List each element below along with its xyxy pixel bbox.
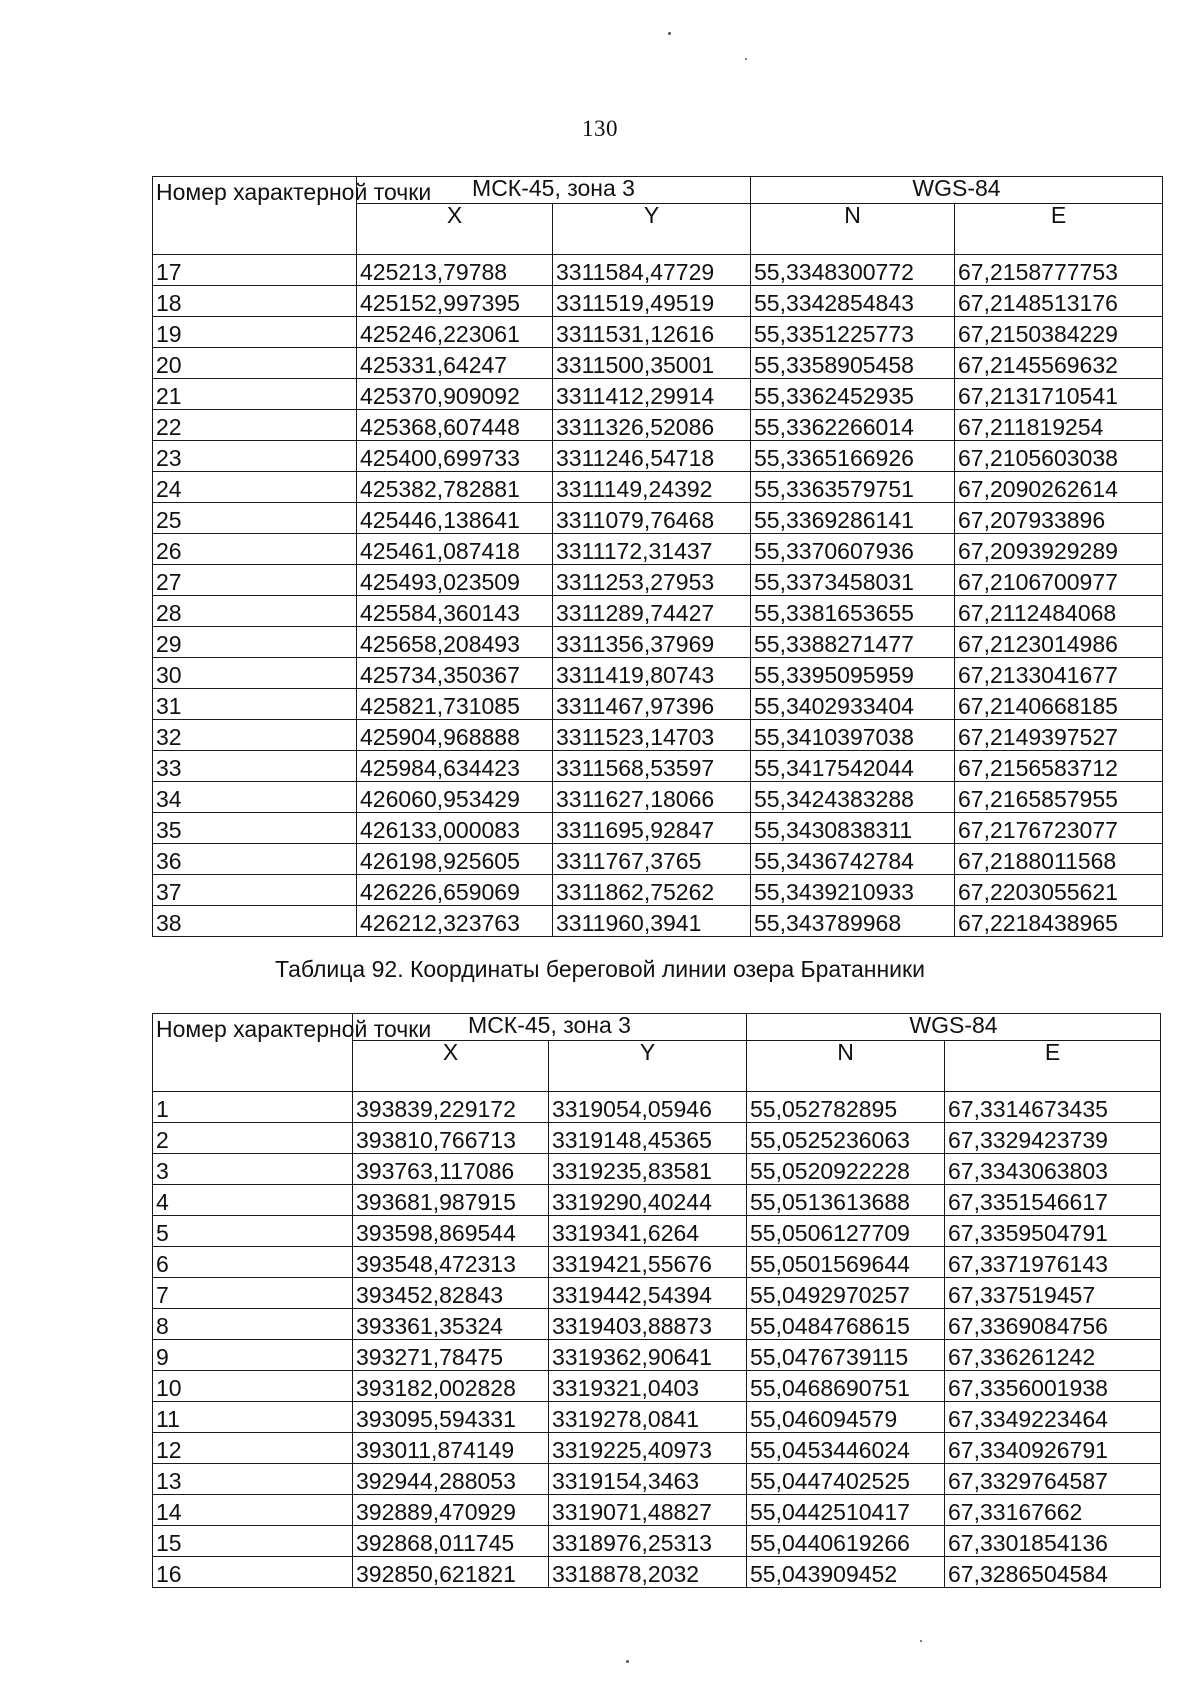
table-row	[153, 1557, 1161, 1588]
msk-x-cell: 425331,64247	[357, 348, 553, 379]
wgs-n-cell: 55,0501569644	[747, 1247, 945, 1278]
x-column-header: X	[353, 1041, 549, 1092]
msk-x-cell: 393763,117086	[353, 1154, 549, 1185]
table-row	[153, 1402, 1161, 1433]
point-number-cell: 17	[153, 255, 357, 286]
wgs-n-cell: 55,3365166926	[751, 441, 955, 472]
point-number-cell: 14	[153, 1495, 353, 1526]
wgs-e-cell: 67,2203055621	[955, 875, 1163, 906]
msk-x-cell: 392944,288053	[353, 1464, 549, 1495]
point-number-cell: 7	[153, 1278, 353, 1309]
msk-x-cell: 393839,229172	[353, 1092, 549, 1123]
table-row	[153, 348, 1163, 379]
table-row	[153, 813, 1163, 844]
msk-x-cell: 393182,002828	[353, 1371, 549, 1402]
table-row	[153, 534, 1163, 565]
msk-y-cell: 3319054,05946	[549, 1092, 747, 1123]
wgs-n-cell: 55,3342854843	[751, 286, 955, 317]
wgs-e-cell: 67,33167662	[945, 1495, 1161, 1526]
point-number-cell: 29	[153, 627, 357, 658]
wgs-n-cell: 55,0453446024	[747, 1433, 945, 1464]
table-row	[153, 1216, 1161, 1247]
point-number-cell: 16	[153, 1557, 353, 1588]
msk-x-cell: 392868,011745	[353, 1526, 549, 1557]
msk-x-cell: 425370,909092	[357, 379, 553, 410]
x-column-header: X	[357, 204, 553, 255]
wgs-e-cell: 67,3351546617	[945, 1185, 1161, 1216]
msk-header: МСК-45, зона 3	[353, 1014, 747, 1041]
msk-x-cell: 426198,925605	[357, 844, 553, 875]
wgs-n-cell: 55,3369286141	[751, 503, 955, 534]
msk-x-cell: 425493,023509	[357, 565, 553, 596]
wgs-n-cell: 55,3348300772	[751, 255, 955, 286]
wgs-n-cell: 55,0440619266	[747, 1526, 945, 1557]
table-row	[153, 596, 1163, 627]
msk-y-cell: 3319278,0841	[549, 1402, 747, 1433]
wgs-header: WGS-84	[747, 1014, 1161, 1041]
table-row	[153, 1371, 1161, 1402]
table-row	[153, 1464, 1161, 1495]
wgs-n-cell: 55,3362452935	[751, 379, 955, 410]
point-number-header: Номер характерной точки	[153, 1014, 353, 1092]
msk-x-cell: 425368,607448	[357, 410, 553, 441]
table-row	[153, 410, 1163, 441]
msk-y-cell: 3319321,0403	[549, 1371, 747, 1402]
wgs-e-cell: 67,3356001938	[945, 1371, 1161, 1402]
point-number-cell: 6	[153, 1247, 353, 1278]
wgs-e-cell: 67,2156583712	[955, 751, 1163, 782]
wgs-e-cell: 67,3359504791	[945, 1216, 1161, 1247]
msk-x-cell: 393810,766713	[353, 1123, 549, 1154]
table-row	[153, 720, 1163, 751]
msk-x-cell: 425658,208493	[357, 627, 553, 658]
table-row	[153, 627, 1163, 658]
table-row	[153, 1092, 1161, 1123]
point-number-cell: 37	[153, 875, 357, 906]
table-header	[153, 1014, 1161, 1092]
table-row	[153, 1526, 1161, 1557]
scan-speck	[920, 1640, 922, 1642]
msk-x-cell: 392850,621821	[353, 1557, 549, 1588]
table-header	[153, 177, 1163, 255]
table-row	[153, 906, 1163, 937]
msk-y-cell: 3318878,2032	[549, 1557, 747, 1588]
point-number-cell: 21	[153, 379, 357, 410]
wgs-e-cell: 67,2105603038	[955, 441, 1163, 472]
point-number-header: Номер характерной точки	[153, 177, 357, 255]
wgs-n-cell: 55,3370607936	[751, 534, 955, 565]
wgs-n-cell: 55,0513613688	[747, 1185, 945, 1216]
table-row	[153, 844, 1163, 875]
table-row	[153, 875, 1163, 906]
wgs-e-cell: 67,3329423739	[945, 1123, 1161, 1154]
point-number-cell: 31	[153, 689, 357, 720]
wgs-e-cell: 67,3329764587	[945, 1464, 1161, 1495]
wgs-n-cell: 55,3388271477	[751, 627, 955, 658]
msk-y-cell: 3311531,12616	[553, 317, 751, 348]
msk-x-cell: 393011,874149	[353, 1433, 549, 1464]
msk-y-cell: 3311862,75262	[553, 875, 751, 906]
scan-speck	[745, 58, 747, 60]
table-body	[153, 255, 1163, 937]
page-number: 130	[582, 116, 618, 141]
point-number-cell: 15	[153, 1526, 353, 1557]
msk-y-cell: 3319421,55676	[549, 1247, 747, 1278]
point-number-cell: 22	[153, 410, 357, 441]
msk-x-cell: 425246,223061	[357, 317, 553, 348]
point-number-cell: 20	[153, 348, 357, 379]
msk-y-cell: 3311246,54718	[553, 441, 751, 472]
wgs-n-cell: 55,3358905458	[751, 348, 955, 379]
msk-y-cell: 3311568,53597	[553, 751, 751, 782]
table-row	[153, 1185, 1161, 1216]
wgs-n-cell: 55,3362266014	[751, 410, 955, 441]
wgs-e-cell: 67,2106700977	[955, 565, 1163, 596]
wgs-e-cell: 67,2140668185	[955, 689, 1163, 720]
table-row	[153, 441, 1163, 472]
msk-x-cell: 425446,138641	[357, 503, 553, 534]
point-number-cell: 23	[153, 441, 357, 472]
msk-x-cell: 425461,087418	[357, 534, 553, 565]
msk-y-cell: 3311419,80743	[553, 658, 751, 689]
wgs-e-cell: 67,2145569632	[955, 348, 1163, 379]
point-number-cell: 30	[153, 658, 357, 689]
wgs-n-cell: 55,043909452	[747, 1557, 945, 1588]
msk-y-cell: 3311289,74427	[553, 596, 751, 627]
table-row	[153, 1154, 1161, 1185]
point-number-cell: 26	[153, 534, 357, 565]
msk-y-cell: 3319362,90641	[549, 1340, 747, 1371]
wgs-n-cell: 55,3395095959	[751, 658, 955, 689]
point-number-cell: 27	[153, 565, 357, 596]
wgs-header: WGS-84	[751, 177, 1163, 204]
wgs-n-cell: 55,0492970257	[747, 1278, 945, 1309]
table-row	[153, 751, 1163, 782]
point-number-cell: 13	[153, 1464, 353, 1495]
point-number-cell: 18	[153, 286, 357, 317]
point-number-cell: 25	[153, 503, 357, 534]
table-row	[153, 472, 1163, 503]
wgs-n-cell: 55,046094579	[747, 1402, 945, 1433]
wgs-e-cell: 67,3314673435	[945, 1092, 1161, 1123]
wgs-n-cell: 55,0476739115	[747, 1340, 945, 1371]
wgs-e-cell: 67,336261242	[945, 1340, 1161, 1371]
table-body	[153, 1092, 1161, 1588]
wgs-e-cell: 67,3340926791	[945, 1433, 1161, 1464]
wgs-n-cell: 55,3402933404	[751, 689, 955, 720]
msk-x-cell: 393361,35324	[353, 1309, 549, 1340]
table-row	[153, 1340, 1161, 1371]
table-row	[153, 565, 1163, 596]
wgs-e-cell: 67,3349223464	[945, 1402, 1161, 1433]
msk-y-cell: 3319235,83581	[549, 1154, 747, 1185]
msk-y-cell: 3311079,76468	[553, 503, 751, 534]
wgs-n-cell: 55,3430838311	[751, 813, 955, 844]
wgs-e-cell: 67,2158777753	[955, 255, 1163, 286]
table-row	[153, 503, 1163, 534]
msk-y-cell: 3311326,52086	[553, 410, 751, 441]
msk-y-cell: 3311767,3765	[553, 844, 751, 875]
msk-x-cell: 426212,323763	[357, 906, 553, 937]
n-column-header: N	[751, 204, 955, 255]
table-row	[153, 658, 1163, 689]
msk-y-cell: 3311523,14703	[553, 720, 751, 751]
msk-y-cell: 3319442,54394	[549, 1278, 747, 1309]
wgs-n-cell: 55,343789968	[751, 906, 955, 937]
wgs-n-cell: 55,0520922228	[747, 1154, 945, 1185]
msk-x-cell: 393095,594331	[353, 1402, 549, 1433]
msk-y-cell: 3318976,25313	[549, 1526, 747, 1557]
msk-y-cell: 3311960,3941	[553, 906, 751, 937]
point-number-cell: 38	[153, 906, 357, 937]
table-caption: Таблица 92. Координаты береговой линии озера Братанники	[275, 956, 925, 982]
msk-x-cell: 393598,869544	[353, 1216, 549, 1247]
wgs-e-cell: 67,3369084756	[945, 1309, 1161, 1340]
msk-x-cell: 425213,79788	[357, 255, 553, 286]
wgs-n-cell: 55,0447402525	[747, 1464, 945, 1495]
point-number-cell: 5	[153, 1216, 353, 1247]
wgs-e-cell: 67,2148513176	[955, 286, 1163, 317]
wgs-n-cell: 55,3373458031	[751, 565, 955, 596]
table-row	[153, 1495, 1161, 1526]
wgs-e-cell: 67,3301854136	[945, 1526, 1161, 1557]
wgs-e-cell: 67,2131710541	[955, 379, 1163, 410]
msk-y-cell: 3311627,18066	[553, 782, 751, 813]
point-number-cell: 9	[153, 1340, 353, 1371]
msk-y-cell: 3311584,47729	[553, 255, 751, 286]
wgs-n-cell: 55,052782895	[747, 1092, 945, 1123]
wgs-e-cell: 67,2133041677	[955, 658, 1163, 689]
wgs-e-cell: 67,2123014986	[955, 627, 1163, 658]
msk-y-cell: 3311149,24392	[553, 472, 751, 503]
n-column-header: N	[747, 1041, 945, 1092]
wgs-e-cell: 67,2090262614	[955, 472, 1163, 503]
wgs-e-cell: 67,2176723077	[955, 813, 1163, 844]
msk-y-cell: 3311356,37969	[553, 627, 751, 658]
point-number-cell: 33	[153, 751, 357, 782]
wgs-n-cell: 55,3424383288	[751, 782, 955, 813]
y-column-header: Y	[549, 1041, 747, 1092]
table-row	[153, 1123, 1161, 1154]
wgs-e-cell: 67,207933896	[955, 503, 1163, 534]
msk-x-cell: 393452,82843	[353, 1278, 549, 1309]
msk-x-cell: 425734,350367	[357, 658, 553, 689]
wgs-n-cell: 55,3436742784	[751, 844, 955, 875]
wgs-n-cell: 55,0442510417	[747, 1495, 945, 1526]
wgs-e-cell: 67,2188011568	[955, 844, 1163, 875]
table-row	[153, 286, 1163, 317]
msk-x-cell: 426133,000083	[357, 813, 553, 844]
wgs-n-cell: 55,3417542044	[751, 751, 955, 782]
table-row	[153, 317, 1163, 348]
msk-x-cell: 425984,634423	[357, 751, 553, 782]
msk-x-cell: 393548,472313	[353, 1247, 549, 1278]
point-number-cell: 10	[153, 1371, 353, 1402]
point-number-cell: 12	[153, 1433, 353, 1464]
wgs-n-cell: 55,3351225773	[751, 317, 955, 348]
msk-y-cell: 3311500,35001	[553, 348, 751, 379]
wgs-e-cell: 67,2150384229	[955, 317, 1163, 348]
point-number-cell: 32	[153, 720, 357, 751]
point-number-cell: 28	[153, 596, 357, 627]
msk-y-cell: 3311519,49519	[553, 286, 751, 317]
msk-x-cell: 393681,987915	[353, 1185, 549, 1216]
wgs-e-cell: 67,3286504584	[945, 1557, 1161, 1588]
table-row	[153, 1433, 1161, 1464]
wgs-e-cell: 67,3371976143	[945, 1247, 1161, 1278]
msk-y-cell: 3319341,6264	[549, 1216, 747, 1247]
table-row	[153, 1247, 1161, 1278]
wgs-e-cell: 67,2165857955	[955, 782, 1163, 813]
scan-speck	[668, 32, 671, 35]
msk-y-cell: 3319071,48827	[549, 1495, 747, 1526]
msk-x-cell: 393271,78475	[353, 1340, 549, 1371]
msk-y-cell: 3311412,29914	[553, 379, 751, 410]
msk-y-cell: 3311695,92847	[553, 813, 751, 844]
msk-y-cell: 3311467,97396	[553, 689, 751, 720]
table-row	[153, 379, 1163, 410]
table-row	[153, 255, 1163, 286]
table-row	[153, 1309, 1161, 1340]
wgs-n-cell: 55,0525236063	[747, 1123, 945, 1154]
msk-x-cell: 425152,997395	[357, 286, 553, 317]
msk-header: МСК-45, зона 3	[357, 177, 751, 204]
wgs-n-cell: 55,3439210933	[751, 875, 955, 906]
wgs-e-cell: 67,3343063803	[945, 1154, 1161, 1185]
wgs-n-cell: 55,3410397038	[751, 720, 955, 751]
msk-x-cell: 425400,699733	[357, 441, 553, 472]
wgs-n-cell: 55,3381653655	[751, 596, 955, 627]
coordinates-table-continued	[152, 176, 1163, 937]
e-column-header: E	[955, 204, 1163, 255]
point-number-cell: 3	[153, 1154, 353, 1185]
point-number-cell: 11	[153, 1402, 353, 1433]
wgs-e-cell: 67,2112484068	[955, 596, 1163, 627]
table-row	[153, 782, 1163, 813]
msk-x-cell: 392889,470929	[353, 1495, 549, 1526]
wgs-e-cell: 67,2093929289	[955, 534, 1163, 565]
y-column-header: Y	[553, 204, 751, 255]
msk-y-cell: 3319403,88873	[549, 1309, 747, 1340]
point-number-cell: 2	[153, 1123, 353, 1154]
point-number-cell: 36	[153, 844, 357, 875]
point-number-cell: 1	[153, 1092, 353, 1123]
point-number-cell: 35	[153, 813, 357, 844]
table-row	[153, 689, 1163, 720]
point-number-cell: 4	[153, 1185, 353, 1216]
scan-speck	[626, 1660, 629, 1663]
wgs-e-cell: 67,2149397527	[955, 720, 1163, 751]
wgs-e-cell: 67,337519457	[945, 1278, 1161, 1309]
point-number-cell: 24	[153, 472, 357, 503]
msk-y-cell: 3311172,31437	[553, 534, 751, 565]
msk-y-cell: 3319225,40973	[549, 1433, 747, 1464]
wgs-n-cell: 55,0506127709	[747, 1216, 945, 1247]
wgs-n-cell: 55,0484768615	[747, 1309, 945, 1340]
msk-x-cell: 425821,731085	[357, 689, 553, 720]
wgs-n-cell: 55,3363579751	[751, 472, 955, 503]
msk-x-cell: 426226,659069	[357, 875, 553, 906]
wgs-n-cell: 55,0468690751	[747, 1371, 945, 1402]
point-number-cell: 8	[153, 1309, 353, 1340]
msk-x-cell: 425904,968888	[357, 720, 553, 751]
msk-x-cell: 425382,782881	[357, 472, 553, 503]
msk-y-cell: 3319290,40244	[549, 1185, 747, 1216]
msk-y-cell: 3319154,3463	[549, 1464, 747, 1495]
coordinates-table-92	[152, 1013, 1161, 1588]
table-row	[153, 1278, 1161, 1309]
wgs-e-cell: 67,2218438965	[955, 906, 1163, 937]
msk-x-cell: 426060,953429	[357, 782, 553, 813]
msk-y-cell: 3311253,27953	[553, 565, 751, 596]
msk-x-cell: 425584,360143	[357, 596, 553, 627]
point-number-cell: 19	[153, 317, 357, 348]
point-number-cell: 34	[153, 782, 357, 813]
msk-y-cell: 3319148,45365	[549, 1123, 747, 1154]
e-column-header: E	[945, 1041, 1161, 1092]
wgs-e-cell: 67,211819254	[955, 410, 1163, 441]
